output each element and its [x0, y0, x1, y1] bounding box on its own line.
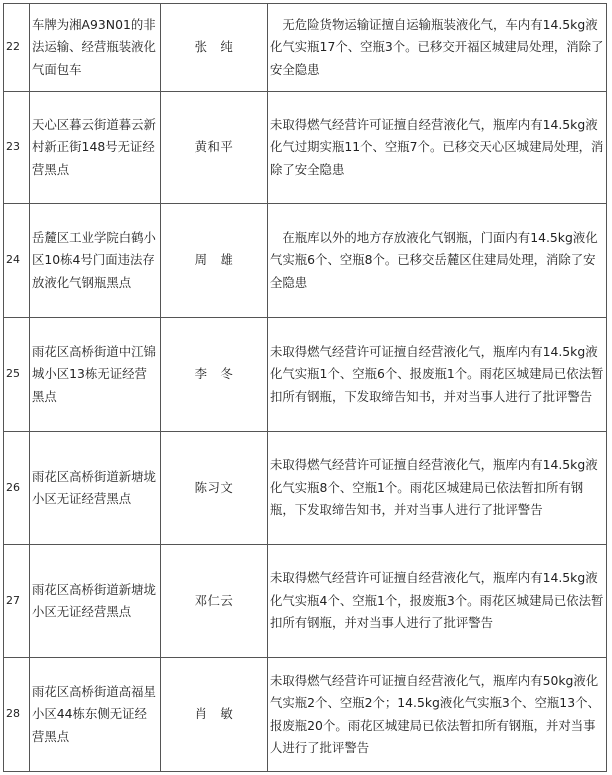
table-row [4, 545, 607, 658]
row-detail: 无危险货物运输证擅自运输瓶装液化气，车内有14.5kg液化气实瓶17个、空瓶3个。已移交开福区城建局处理，消除了安全隐患 [268, 4, 607, 92]
table-row [4, 658, 607, 772]
violations-table [3, 3, 607, 772]
table-row [4, 4, 607, 92]
row-detail: 未取得燃气经营许可证擅自经营液化气，瓶库内有14.5kg液化气实瓶8个、空瓶1个。雨花区城建局已依法暂扣所有钢瓶，下发取缔告知书，并对当事人进行了批评警告 [268, 432, 607, 545]
row-index: 26 [4, 432, 30, 545]
row-index: 25 [4, 318, 30, 432]
table-row [4, 318, 607, 432]
row-detail: 未取得燃气经营许可证擅自经营液化气，瓶库内有14.5kg液化气实瓶4个、空瓶1个，报废瓶3个。雨花区城建局已依法暂扣所有钢瓶，并对当事人进行了批评警告 [268, 545, 607, 658]
table-row [4, 92, 607, 204]
row-detail: 未取得燃气经营许可证擅自经营液化气，瓶库内有50kg液化气实瓶2个、空瓶2个；14.5kg液化气实瓶3个、空瓶13个、报废瓶20个。雨花区城建局已依法暂扣所有钢瓶，并对当事人进行了批评警告 [268, 658, 607, 772]
row-detail: 未取得燃气经营许可证擅自经营液化气，瓶库内有14.5kg液化气实瓶1个、空瓶6个、报废瓶1个。雨花区城建局已依法暂扣所有钢瓶，下发取缔告知书，并对当事人进行了批评警告 [268, 318, 607, 432]
row-index: 27 [4, 545, 30, 658]
row-location: 雨花区高桥街道高福星小区44栋东侧无证经营黑点 [30, 658, 161, 772]
table-row [4, 204, 607, 318]
row-person: 黄和平 [161, 92, 268, 204]
row-person: 肖 敏 [161, 658, 268, 772]
row-index: 24 [4, 204, 30, 318]
row-person: 张 纯 [161, 4, 268, 92]
row-location: 车牌为湘A93N01的非法运输、经营瓶装液化气面包车 [30, 4, 161, 92]
row-detail: 未取得燃气经营许可证擅自经营液化气，瓶库内有14.5kg液化气过期实瓶11个、空瓶7个。已移交天心区城建局处理，消除了安全隐患 [268, 92, 607, 204]
row-index: 28 [4, 658, 30, 772]
row-location: 雨花区高桥街道新塘垅小区无证经营黑点 [30, 545, 161, 658]
table-row [4, 432, 607, 545]
row-person: 李 冬 [161, 318, 268, 432]
row-location: 雨花区高桥街道中江锦城小区13栋无证经营黑点 [30, 318, 161, 432]
row-person: 邓仁云 [161, 545, 268, 658]
row-location: 天心区暮云街道暮云新村新正街148号无证经营黑点 [30, 92, 161, 204]
row-location: 岳麓区工业学院白鹤小区10栋4号门面违法存放液化气钢瓶黑点 [30, 204, 161, 318]
row-index: 23 [4, 92, 30, 204]
row-location: 雨花区高桥街道新塘垅小区无证经营黑点 [30, 432, 161, 545]
row-person: 陈习文 [161, 432, 268, 545]
row-detail: 在瓶库以外的地方存放液化气钢瓶，门面内有14.5kg液化气实瓶6个、空瓶8个。已移交岳麓区住建局处理，消除了安全隐患 [268, 204, 607, 318]
row-index: 22 [4, 4, 30, 92]
row-person: 周 雄 [161, 204, 268, 318]
